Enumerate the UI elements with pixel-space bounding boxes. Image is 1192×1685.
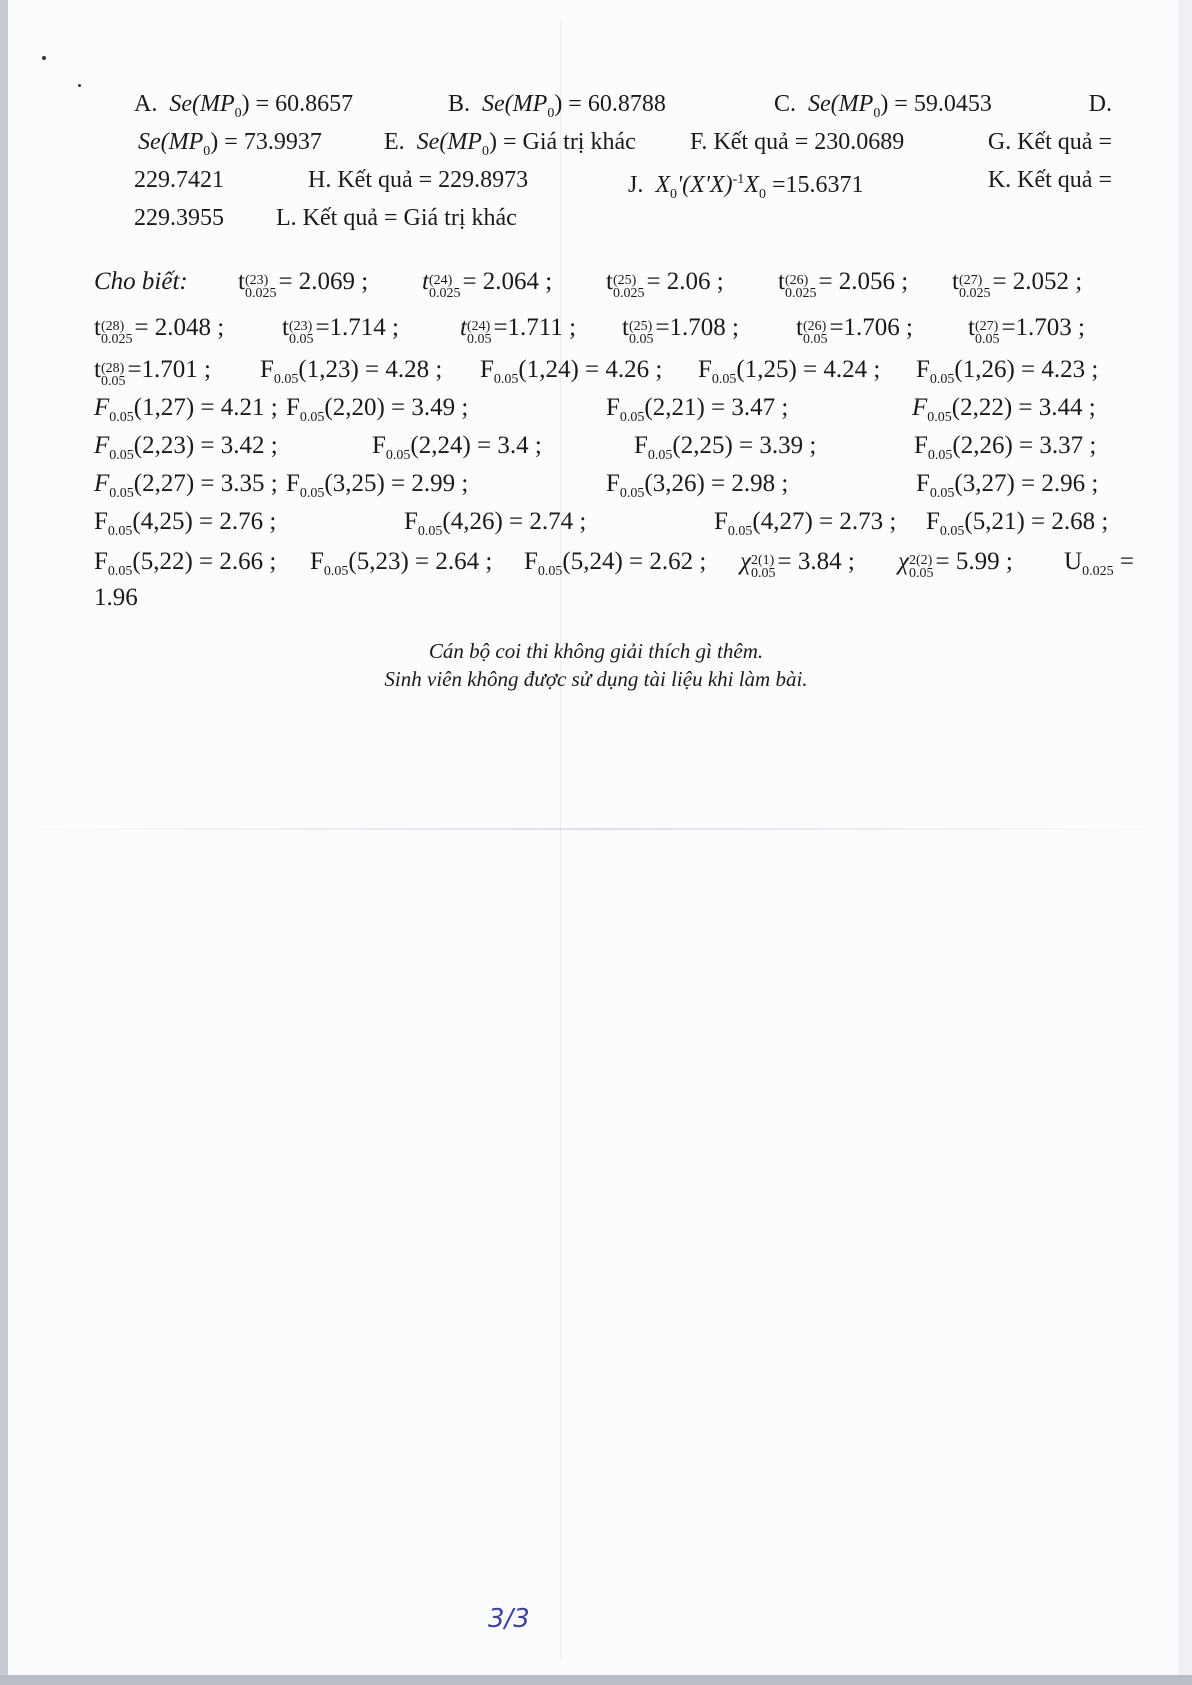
option-F: F. Kết quả = 230.0689	[690, 129, 905, 155]
f-value: $F_{0.05}(5,24) = 2.62$ ;	[524, 548, 707, 579]
proctor-note: Cán bộ coi thi không giải thích gì thêm.	[428, 639, 764, 663]
f-value: $F_{0.05}(3,27) = 2.96$ ;	[916, 470, 1099, 501]
option-C: C. $Se(MP_0) = 59.0453$	[774, 91, 992, 121]
u-value-cont: 1.96	[94, 584, 138, 611]
t-value: t (23) 0.025 = 2.069 ;	[238, 268, 369, 301]
paper-edge	[0, 1675, 1192, 1685]
t-value: t (26) 0.025 = 2.056 ;	[778, 268, 909, 301]
t-value: t (27) 0.025 = 2.052 ;	[952, 268, 1083, 301]
f-value: $F_{0.05}(4,26) = 2.74$ ;	[404, 508, 587, 539]
t-value: t (24) 0.05 =1.711 ;	[460, 314, 577, 347]
option-K: K. Kết quả =	[987, 167, 1112, 193]
f-value: $F_{0.05}(2,27) = 3.35$ ;	[94, 470, 278, 501]
f-value: $F_{0.05}(2,21) = 3.47$ ;	[606, 394, 789, 425]
f-value: $F_{0.05}(1,26) = 4.23$ ;	[916, 356, 1099, 387]
chi-square-value: χ 2(2) 0.05 = 5.99 ;	[898, 548, 1013, 581]
option-D: $Se(MP_0) = 73.9937$	[138, 129, 322, 159]
option-E: E. $Se(MP_0)$ = Giá trị khác	[384, 129, 636, 159]
paper-fold	[8, 828, 1178, 830]
f-value: $F_{0.05}(1,27) = 4.21$ ;	[94, 394, 278, 425]
option-L: L. Kết quả = Giá trị khác	[276, 205, 517, 231]
t-value: t (24) 0.025 = 2.064 ;	[422, 268, 553, 301]
t-value: t (23) 0.05 =1.714 ;	[282, 314, 399, 347]
t-value: t (26) 0.05 =1.706 ;	[796, 314, 913, 347]
f-value: $F_{0.05}(5,22) = 2.66$ ;	[94, 548, 277, 579]
option-B: B. $Se(MP_0) = 60.8788$	[448, 91, 666, 121]
speck	[78, 84, 81, 87]
f-value: $F_{0.05}(3,25) = 2.99$ ;	[286, 470, 469, 501]
f-value: $F_{0.05}(1,24) = 4.26$ ;	[480, 356, 663, 387]
f-value: $F_{0.05}(2,25) = 3.39$ ;	[634, 432, 817, 463]
chi-square-value: χ 2(1) 0.05 = 3.84 ;	[740, 548, 855, 581]
speck	[42, 56, 46, 60]
u-value: $U_{0.025}$ =	[1064, 548, 1134, 579]
f-value: $F_{0.05}(1,25) = 4.24$ ;	[698, 356, 881, 387]
f-value: $F_{0.05}(2,26) = 3.37$ ;	[914, 432, 1097, 463]
option-J: J. $X_0'(X'X)^{-1}X_0 =15.6371$	[628, 172, 864, 202]
option-D-label: D.	[1088, 91, 1112, 117]
f-value: $F_{0.05}(4,27) = 2.73$ ;	[714, 508, 897, 539]
t-value: t (27) 0.05 =1.703 ;	[968, 314, 1085, 347]
t-value: t (28) 0.025 = 2.048 ;	[94, 314, 225, 347]
t-value: t (25) 0.025 = 2.06 ;	[606, 268, 724, 301]
f-value: $F_{0.05}(2,22) = 3.44$ ;	[912, 394, 1096, 425]
f-value: $F_{0.05}(2,20) = 3.49$ ;	[286, 394, 469, 425]
student-note: Sinh viên không được sử dụng tài liệu khi làm bài.	[384, 667, 808, 691]
f-value: $F_{0.05}(5,21) = 2.68$ ;	[926, 508, 1109, 539]
option-A: A. $Se(MP_0) = 60.8657$	[134, 91, 354, 121]
option-G: G. Kết quả =	[987, 129, 1112, 155]
f-value: $F_{0.05}(5,23) = 2.64$ ;	[310, 548, 493, 579]
f-value: $F_{0.05}(1,23) = 4.28$ ;	[260, 356, 443, 387]
page-number: 3/3	[488, 1604, 530, 1634]
paper-fold	[560, 20, 561, 1660]
f-value: $F_{0.05}(2,23) = 3.42$ ;	[94, 432, 278, 463]
given-intro: Cho biết:	[94, 268, 188, 295]
f-value: $F_{0.05}(4,25) = 2.76$ ;	[94, 508, 277, 539]
option-H: H. Kết quả = 229.8973	[308, 167, 529, 193]
option-G-value: 229.7421	[134, 167, 224, 193]
t-value: t (28) 0.05 =1.701 ;	[94, 356, 211, 389]
paper-edge	[1178, 0, 1192, 1685]
paper-edge	[0, 0, 8, 1685]
t-value: t (25) 0.05 =1.708 ;	[622, 314, 739, 347]
option-K-value: 229.3955	[134, 205, 224, 231]
f-value: $F_{0.05}(2,24) = 3.4$ ;	[372, 432, 542, 463]
f-value: $F_{0.05}(3,26) = 2.98$ ;	[606, 470, 789, 501]
